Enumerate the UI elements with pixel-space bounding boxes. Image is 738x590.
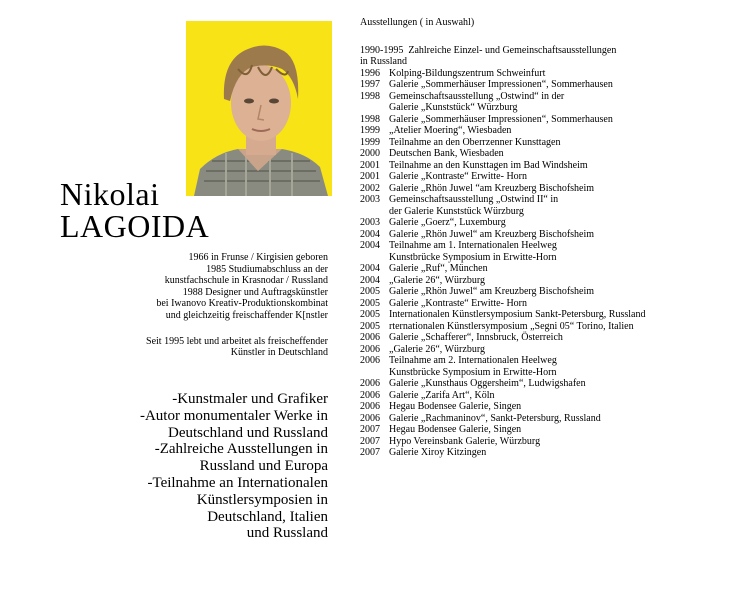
exhibition-row [360,298,735,310]
highlight-line: -Autor monumentaler Werke in [139,407,328,424]
exhibition-row [360,263,735,275]
exhibition-text: Galerie „Kunsthaus Oggersheim“, Ludwigshafen [389,378,586,389]
exhibition-text: Teilnahme am 2. Internationalen Heelweg [389,355,557,366]
exhibition-row [360,401,735,413]
exhibition-row [360,160,735,172]
exhibition-year: 1996 [360,67,380,79]
bio-line: Künstler in Deutschland [230,347,328,359]
exhibition-text: Hypo Vereinsbank Galerie, Würzburg [389,435,541,447]
exhibition-text: Hegau Bodensee Galerie, Singen [389,424,522,435]
highlight-line: -Zahlreiche Ausstellungen in [154,441,328,458]
exhibition-year: 1990-1995 [360,44,404,56]
exhibition-row [360,447,735,459]
exhibition-text: Gemeinschaftsausstellung „Ostwind“ in der [389,90,565,102]
exhibition-year: 2000 [360,148,380,159]
artist-last-name: LAGOIDA [60,208,210,244]
exhibition-text-continued: der Galerie Kunststück Würzburg [389,205,524,217]
exhibition-year: 2006 [360,332,380,343]
exhibition-row [360,390,735,402]
exhibition-year: 2006 [360,355,380,366]
exhibition-year: 1997 [360,79,380,90]
exhibition-year: 1999 [360,136,380,148]
exhibition-row [360,217,735,229]
exhibition-text: Internationalen Künstlersymposium Sankt-Petersburg, Russland [389,309,646,320]
exhibitions-title: Ausstellungen ( in Auswahl) [360,17,475,28]
exhibition-text: Galerie „Kontraste“ Erwitte- Horn [389,297,527,309]
exhibition-row [360,148,735,160]
artist-first-name: Nikolai [60,176,160,212]
exhibition-text-continued: Kunstbrücke Symposium in Erwitte-Horn [389,366,557,378]
exhibition-row [360,344,735,356]
exhibition-text: Teilnahme am 1. Internationalen Heelweg [389,240,557,251]
exhibition-year: 2001 [360,159,380,171]
exhibition-row [360,355,735,367]
exhibition-year: 2007 [360,424,380,435]
biography [60,252,328,359]
exhibition-row [360,91,735,103]
exhibition-row [360,240,735,252]
exhibition-row [360,229,735,241]
exhibition-text: rternationalen Künstlersymposium „Segni 05“ Torino, Italien [389,320,634,332]
exhibition-year: 2004 [360,240,380,251]
exhibition-text: Hegau Bodensee Galerie, Singen [389,401,522,412]
bio-line: 1966 in Frunse / Kirgisien geboren [188,252,328,263]
exhibitions-list [360,17,735,459]
exhibition-year: 2007 [360,435,380,447]
exhibition-year: 1999 [360,125,380,136]
exhibition-row [360,125,735,137]
exhibition-year: 2005 [360,297,380,309]
exhibition-row [360,378,735,390]
exhibition-year: 2003 [360,217,380,228]
exhibition-year: 2004 [360,228,380,240]
bio-line: 1985 Studiumabschluss an der [206,263,328,275]
exhibition-year: 2005 [360,309,380,320]
exhibition-year: 1998 [360,113,380,125]
exhibition-year: 2006 [360,343,380,355]
exhibition-row [360,79,735,91]
highlight-line: Deutschland, Italien [207,508,328,525]
exhibition-text-continued: Galerie „Kunststück“ Würzburg [389,102,518,113]
exhibition-row [360,171,735,183]
exhibition-text: Teilnahme an den Oberrzenner Kunsttagen [389,136,561,148]
exhibition-text: Galerie „Rhön Juwel “am Kreuzberg Bischofsheim [389,182,595,194]
highlight-line: Russland und Europa [199,458,328,475]
highlight-line: und Russland [246,525,328,542]
highlight-line: Deutschland und Russland [168,424,328,441]
exhibition-row [360,286,735,298]
exhibition-text-continued: Kunstbrücke Symposium in Erwitte-Horn [389,251,557,263]
exhibition-row [360,413,735,425]
exhibition-text: Teilnahme an den Kunsttagen im Bad Windsheim [389,159,588,171]
exhibition-row [360,309,735,321]
exhibition-row [360,194,735,206]
exhibition-text: „Atelier Moering“, Wiesbaden [389,125,512,136]
artist-portrait-photo [186,21,332,196]
exhibition-text: Gemeinschaftsausstellung „Ostwind II“ in [389,194,559,205]
exhibition-year: 2003 [360,194,380,205]
exhibition-row [360,137,735,149]
exhibition-text: Kolping-Bildungszentrum Schweinfurt [389,67,546,79]
exhibition-text: Galerie „Sommerhäuser Impressionen“, Sommerhausen [389,79,613,90]
highlights [60,391,328,542]
highlight-line: -Teilnahme an Internationalen [147,474,328,491]
bio-line: und gleichzeitig freischaffender K[nstler [165,309,328,321]
bio-line: 1988 Designer und Auftragskünstler [182,286,328,298]
exhibition-row [360,436,735,448]
bio-line: kunstfachschule in Krasnodar / Russland [164,275,328,287]
exhibition-row [360,424,735,436]
bio-line: Seit 1995 lebt und arbeitet als freischeffender [146,335,328,347]
exhibition-year: 2001 [360,171,380,182]
artist-name [60,178,209,242]
exhibition-text: Galerie „Rhön Juwel“ am Kreuzberg Bischofsheim [389,228,595,240]
exhibition-row [360,275,735,287]
exhibition-intro-continued: in Russland [360,56,407,67]
bio-line: bei Iwanovo Kreativ-Produktionskombinat [156,298,328,310]
exhibition-year: 2006 [360,412,380,424]
exhibition-text: „Galerie 26“, Würzburg [389,274,485,286]
exhibition-text: Galerie „Sommerhäuser Impressionen“, Sommerhausen [389,113,613,125]
exhibition-year: 2007 [360,447,380,458]
exhibition-year: 2006 [360,401,380,412]
exhibition-row [360,332,735,344]
exhibition-text: Galerie „Kontraste“ Erwitte- Horn [389,171,527,182]
exhibition-text: Galerie „Rhön Juwel“ am Kreuzberg Bischofsheim [389,286,595,297]
exhibition-year: 1998 [360,90,380,102]
exhibition-text: Galerie Xiroy Kitzingen [389,447,487,458]
exhibition-year: 2005 [360,320,380,332]
exhibition-year: 2002 [360,182,380,194]
exhibition-year: 2004 [360,274,380,286]
exhibition-year: 2004 [360,263,380,274]
exhibition-year: 2005 [360,286,380,297]
exhibition-intro [360,45,735,57]
exhibition-text: Galerie „Zarifa Art“, Köln [389,389,495,401]
highlight-line: -Kunstmaler und Grafiker [172,391,328,407]
exhibition-text: Galerie „Ruf“, München [389,263,488,274]
exhibition-text: Deutschen Bank, Wiesbaden [389,148,504,159]
highlight-line: Künstlersymposien in [196,491,328,508]
exhibition-year: 2006 [360,389,380,401]
exhibition-year: 2006 [360,378,380,389]
exhibition-text: Zahlreiche Einzel- und Gemeinschaftsausstellungen [408,44,617,56]
exhibition-row [360,183,735,195]
exhibition-row [360,68,735,80]
exhibition-row [360,321,735,333]
exhibition-text: „Galerie 26“, Würzburg [389,343,485,355]
exhibition-text: Galerie „Rachmaninov“, Sankt-Petersburg, Russland [389,412,601,424]
exhibition-rows [360,68,735,459]
exhibition-text: Galerie „Goerz“, Luxemburg [389,217,506,228]
exhibition-row [360,114,735,126]
exhibition-text: Galerie „Schafferer“, Innsbruck, Österreich [389,332,563,343]
